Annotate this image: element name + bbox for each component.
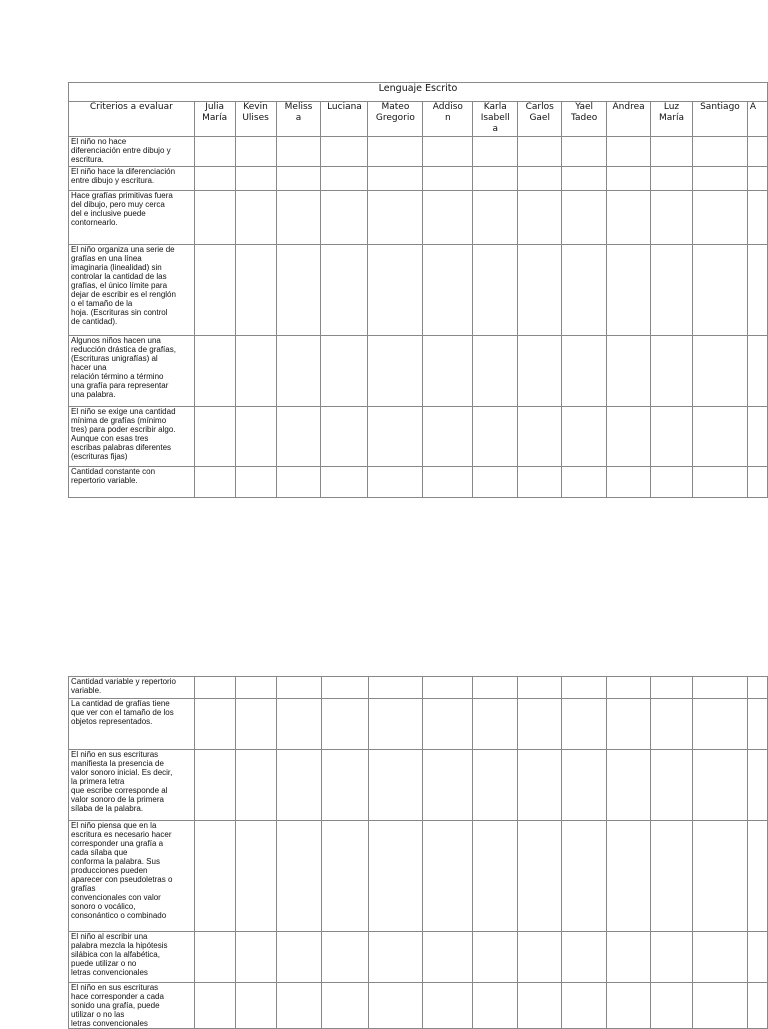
criterion-text: Cantidad constante con repertorio variable. (69, 467, 195, 498)
score-cell[interactable] (607, 699, 651, 750)
score-cell[interactable] (747, 407, 767, 467)
score-cell[interactable] (607, 677, 651, 699)
score-cell[interactable] (651, 821, 693, 932)
score-cell[interactable] (473, 750, 518, 821)
student-column-header: Luciana (321, 102, 368, 137)
score-cell[interactable] (368, 336, 423, 407)
score-cell[interactable] (368, 167, 423, 191)
criterion-row (69, 167, 768, 191)
student-column-header: A (747, 102, 767, 137)
score-cell[interactable] (194, 677, 235, 699)
score-cell[interactable] (321, 750, 368, 821)
score-cell[interactable] (747, 467, 767, 498)
score-cell[interactable] (235, 407, 276, 467)
score-cell[interactable] (276, 699, 321, 750)
criterion-row (69, 983, 768, 1029)
score-cell[interactable] (473, 191, 518, 245)
score-cell[interactable] (692, 821, 747, 932)
score-cell[interactable] (607, 407, 651, 467)
criterion-row (69, 821, 768, 932)
score-cell[interactable] (651, 677, 693, 699)
criterion-text: El niño no hace diferenciación entre dibujo y escritura. (69, 137, 195, 167)
score-cell[interactable] (607, 932, 651, 983)
score-cell[interactable] (276, 137, 321, 167)
score-cell[interactable] (368, 983, 423, 1029)
student-column-header: Carlos Gael (518, 102, 562, 137)
score-cell[interactable] (747, 677, 767, 699)
score-cell[interactable] (321, 336, 368, 407)
score-cell[interactable] (747, 191, 767, 245)
score-cell[interactable] (235, 932, 276, 983)
score-cell[interactable] (562, 677, 607, 699)
score-cell[interactable] (321, 137, 368, 167)
evaluation-table-page-2 (68, 676, 768, 1029)
score-cell[interactable] (368, 467, 423, 498)
score-cell[interactable] (194, 932, 235, 983)
score-cell[interactable] (747, 821, 767, 932)
score-cell[interactable] (321, 699, 368, 750)
score-cell[interactable] (747, 336, 767, 407)
score-cell[interactable] (423, 677, 473, 699)
criterion-row (69, 699, 768, 750)
score-cell[interactable] (518, 932, 562, 983)
student-column-header: Julia María (194, 102, 235, 137)
score-cell[interactable] (235, 467, 276, 498)
student-column-header: Andrea (607, 102, 651, 137)
score-cell[interactable] (423, 167, 473, 191)
score-cell[interactable] (651, 191, 693, 245)
score-cell[interactable] (368, 191, 423, 245)
criterion-text: Hace grafías primitivas fuera del dibujo, pero muy cerca del e inclusive puede contornearlo. (69, 191, 195, 245)
score-cell[interactable] (607, 167, 651, 191)
score-cell[interactable] (194, 699, 235, 750)
score-cell[interactable] (473, 245, 518, 336)
score-cell[interactable] (562, 750, 607, 821)
score-cell[interactable] (423, 137, 473, 167)
score-cell[interactable] (562, 467, 607, 498)
criterion-row (69, 407, 768, 467)
score-cell[interactable] (562, 137, 607, 167)
score-cell[interactable] (747, 699, 767, 750)
criterion-text: El niño se exige una cantidad mínima de grafías (mínimo tres) para poder escribir algo. Aunque con esas tres escribas palabras diferentes (escrituras fijas) (69, 407, 195, 467)
score-cell[interactable] (518, 407, 562, 467)
criterion-row (69, 932, 768, 983)
score-cell[interactable] (747, 137, 767, 167)
score-cell[interactable] (607, 750, 651, 821)
score-cell[interactable] (473, 932, 518, 983)
score-cell[interactable] (692, 191, 747, 245)
criterion-text: La cantidad de grafías tiene que ver con el tamaño de los objetos representados. (69, 699, 195, 750)
score-cell[interactable] (607, 245, 651, 336)
score-cell[interactable] (607, 467, 651, 498)
score-cell[interactable] (651, 407, 693, 467)
student-column-header: Kevin Ulises (235, 102, 276, 137)
criterion-text: El niño en sus escrituras hace corresponder a cada sonido una grafía, puede utilizar o no las letras convencionales (69, 983, 195, 1029)
score-cell[interactable] (194, 750, 235, 821)
criteria-column-header: Criterios a evaluar (69, 102, 195, 137)
score-cell[interactable] (692, 677, 747, 699)
score-cell[interactable] (518, 983, 562, 1029)
score-cell[interactable] (276, 750, 321, 821)
score-cell[interactable] (607, 336, 651, 407)
score-cell[interactable] (194, 336, 235, 407)
score-cell[interactable] (562, 191, 607, 245)
criterion-text: El niño organiza una serie de grafías en una línea imaginaria (linealidad) sin controlar la cantidad de las grafías, el único límite para dejar de escribir es el renglón o el tamaño de la hoja. (Escrituras sin control de cantidad). (69, 245, 195, 336)
score-cell[interactable] (423, 336, 473, 407)
score-cell[interactable] (518, 137, 562, 167)
criterion-text: El niño en sus escrituras manifiesta la presencia de valor sonoro inicial. Es decir, la primera letra que escribe corresponde al valor sonoro de la primera sílaba de la palabra. (69, 750, 195, 821)
score-cell[interactable] (235, 750, 276, 821)
score-cell[interactable] (321, 245, 368, 336)
evaluation-table-page-1 (68, 82, 768, 498)
score-cell[interactable] (747, 750, 767, 821)
criterion-row (69, 191, 768, 245)
score-cell[interactable] (276, 407, 321, 467)
score-cell[interactable] (562, 336, 607, 407)
score-cell[interactable] (235, 821, 276, 932)
score-cell[interactable] (423, 821, 473, 932)
score-cell[interactable] (194, 191, 235, 245)
score-cell[interactable] (321, 191, 368, 245)
score-cell[interactable] (368, 245, 423, 336)
score-cell[interactable] (235, 677, 276, 699)
score-cell[interactable] (276, 677, 321, 699)
score-cell[interactable] (235, 245, 276, 336)
score-cell[interactable] (194, 137, 235, 167)
score-cell[interactable] (276, 245, 321, 336)
score-cell[interactable] (235, 983, 276, 1029)
score-cell[interactable] (518, 699, 562, 750)
score-cell[interactable] (692, 699, 747, 750)
score-cell[interactable] (276, 983, 321, 1029)
criterion-text: El niño al escribir una palabra mezcla la hipótesis silábica con la alfabética, puede utilizar o no letras convencionales (69, 932, 195, 983)
score-cell[interactable] (235, 191, 276, 245)
score-cell[interactable] (747, 932, 767, 983)
score-cell[interactable] (423, 750, 473, 821)
score-cell[interactable] (692, 467, 747, 498)
score-cell[interactable] (607, 191, 651, 245)
score-cell[interactable] (321, 167, 368, 191)
score-cell[interactable] (321, 467, 368, 498)
score-cell[interactable] (473, 677, 518, 699)
score-cell[interactable] (651, 467, 693, 498)
score-cell[interactable] (194, 983, 235, 1029)
criterion-text: El niño piensa que en la escritura es necesario hacer corresponder una grafía a cada sílaba que conforma la palabra. Sus producciones pueden aparecer con pseudoletras o grafías convencionales con valor sonoro o vocálico, consonántico o combinado (69, 821, 195, 932)
score-cell[interactable] (276, 932, 321, 983)
score-cell[interactable] (747, 167, 767, 191)
score-cell[interactable] (194, 821, 235, 932)
score-cell[interactable] (194, 167, 235, 191)
score-cell[interactable] (235, 167, 276, 191)
score-cell[interactable] (276, 167, 321, 191)
criterion-row (69, 245, 768, 336)
score-cell[interactable] (651, 167, 693, 191)
score-cell[interactable] (423, 983, 473, 1029)
student-column-header: Luz María (651, 102, 693, 137)
score-cell[interactable] (651, 699, 693, 750)
criterion-row (69, 467, 768, 498)
score-cell[interactable] (276, 821, 321, 932)
score-cell[interactable] (518, 467, 562, 498)
score-cell[interactable] (562, 821, 607, 932)
score-cell[interactable] (368, 750, 423, 821)
score-cell[interactable] (473, 821, 518, 932)
score-cell[interactable] (692, 137, 747, 167)
score-cell[interactable] (235, 137, 276, 167)
criterion-row (69, 137, 768, 167)
score-cell[interactable] (692, 932, 747, 983)
score-cell[interactable] (651, 750, 693, 821)
score-cell[interactable] (423, 191, 473, 245)
score-cell[interactable] (368, 677, 423, 699)
student-column-header: Santiago (692, 102, 747, 137)
score-cell[interactable] (607, 821, 651, 932)
score-cell[interactable] (473, 137, 518, 167)
score-cell[interactable] (235, 336, 276, 407)
student-column-header: Karla Isabell a (473, 102, 518, 137)
score-cell[interactable] (473, 336, 518, 407)
score-cell[interactable] (276, 467, 321, 498)
score-cell[interactable] (518, 677, 562, 699)
score-cell[interactable] (692, 245, 747, 336)
score-cell[interactable] (518, 750, 562, 821)
score-cell[interactable] (194, 467, 235, 498)
score-cell[interactable] (651, 137, 693, 167)
score-cell[interactable] (562, 932, 607, 983)
score-cell[interactable] (423, 932, 473, 983)
score-cell[interactable] (518, 191, 562, 245)
score-cell[interactable] (651, 983, 693, 1029)
score-cell[interactable] (518, 167, 562, 191)
section-title: Lenguaje Escrito (69, 83, 768, 102)
student-column-header: Meliss a (276, 102, 321, 137)
score-cell[interactable] (518, 245, 562, 336)
score-cell[interactable] (423, 245, 473, 336)
score-cell[interactable] (473, 167, 518, 191)
score-cell[interactable] (194, 245, 235, 336)
score-cell[interactable] (692, 983, 747, 1029)
criterion-text: Algunos niños hacen una reducción drástica de grafías, (Escrituras unigrafías) al hacer una relación término a término una grafía para representar una palabra. (69, 336, 195, 407)
score-cell[interactable] (235, 699, 276, 750)
criterion-row (69, 677, 768, 699)
score-cell[interactable] (518, 336, 562, 407)
score-cell[interactable] (368, 137, 423, 167)
criterion-text: El niño hace la diferenciación entre dibujo y escritura. (69, 167, 195, 191)
score-cell[interactable] (423, 407, 473, 467)
score-cell[interactable] (651, 336, 693, 407)
criterion-row (69, 750, 768, 821)
score-cell[interactable] (692, 336, 747, 407)
score-cell[interactable] (518, 821, 562, 932)
score-cell[interactable] (423, 467, 473, 498)
score-cell[interactable] (692, 167, 747, 191)
score-cell[interactable] (562, 983, 607, 1029)
score-cell[interactable] (321, 983, 368, 1029)
score-cell[interactable] (562, 699, 607, 750)
score-cell[interactable] (321, 932, 368, 983)
score-cell[interactable] (747, 983, 767, 1029)
student-column-header: Yael Tadeo (562, 102, 607, 137)
score-cell[interactable] (473, 467, 518, 498)
score-cell[interactable] (562, 407, 607, 467)
score-cell[interactable] (276, 191, 321, 245)
score-cell[interactable] (368, 821, 423, 932)
score-cell[interactable] (473, 983, 518, 1029)
score-cell[interactable] (562, 167, 607, 191)
score-cell[interactable] (607, 137, 651, 167)
score-cell[interactable] (276, 336, 321, 407)
student-column-header: Addiso n (423, 102, 473, 137)
score-cell[interactable] (607, 983, 651, 1029)
student-column-header: Mateo Gregorio (368, 102, 423, 137)
criterion-row (69, 336, 768, 407)
score-cell[interactable] (321, 677, 368, 699)
score-cell[interactable] (692, 750, 747, 821)
score-cell[interactable] (321, 407, 368, 467)
score-cell[interactable] (562, 245, 607, 336)
score-cell[interactable] (651, 245, 693, 336)
score-cell[interactable] (368, 699, 423, 750)
score-cell[interactable] (473, 699, 518, 750)
score-cell[interactable] (747, 245, 767, 336)
score-cell[interactable] (321, 821, 368, 932)
score-cell[interactable] (368, 932, 423, 983)
score-cell[interactable] (692, 407, 747, 467)
criterion-text: Cantidad variable y repertorio variable. (69, 677, 195, 699)
score-cell[interactable] (423, 699, 473, 750)
score-cell[interactable] (194, 407, 235, 467)
score-cell[interactable] (473, 407, 518, 467)
score-cell[interactable] (651, 932, 693, 983)
score-cell[interactable] (368, 407, 423, 467)
